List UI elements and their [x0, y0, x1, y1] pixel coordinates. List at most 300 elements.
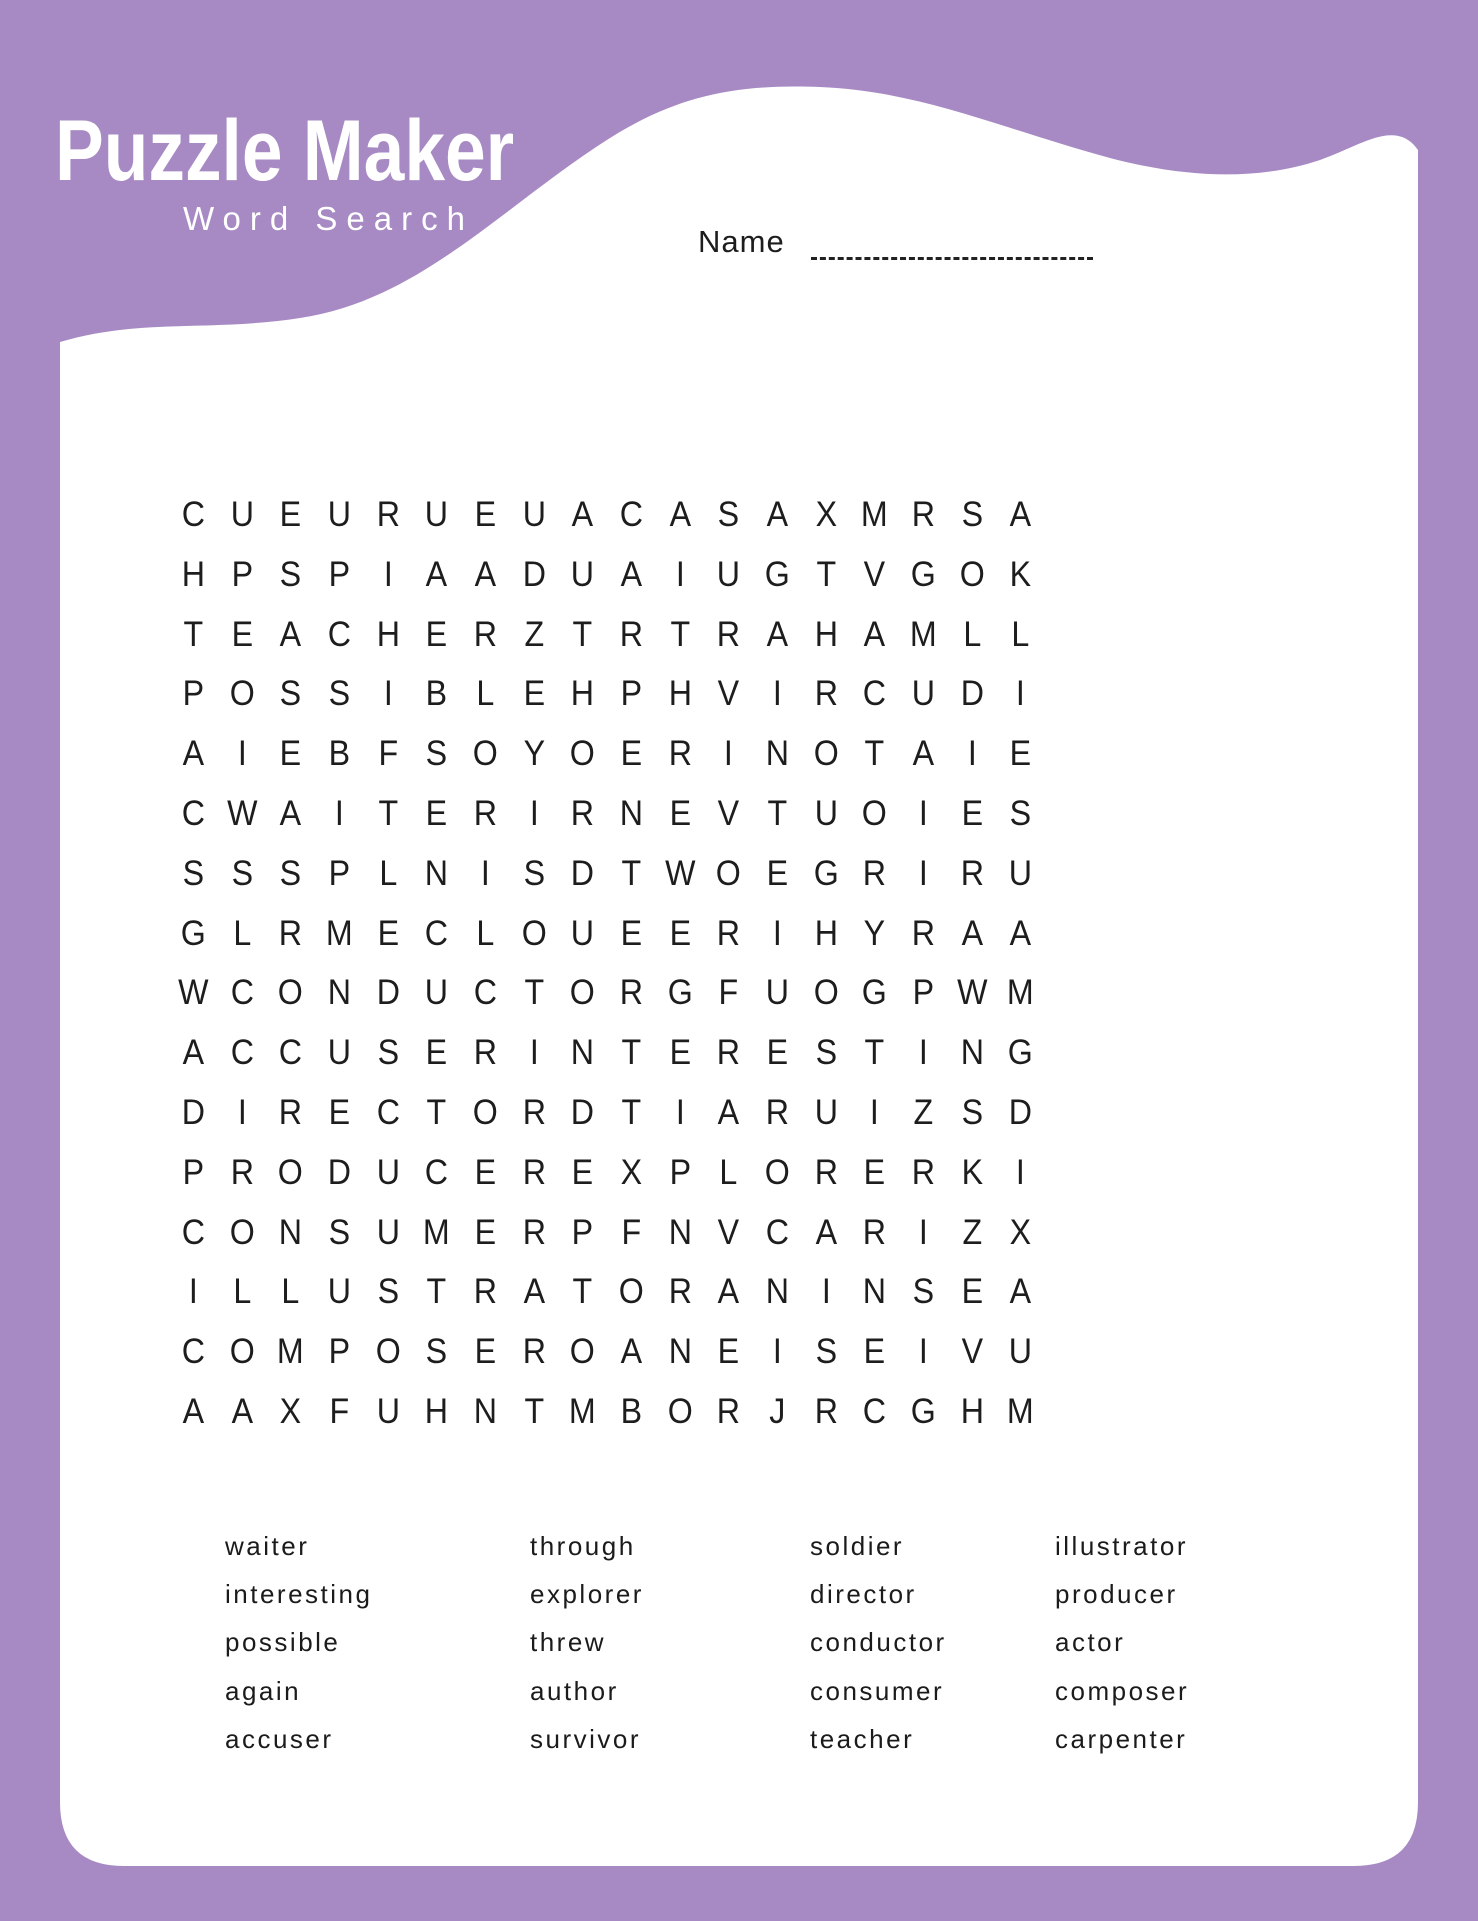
grid-letter-r10c15[interactable]: T: [864, 1033, 885, 1073]
grid-letter-r10c18[interactable]: G: [1008, 1033, 1034, 1073]
grid-letter-r6c14[interactable]: U: [814, 793, 838, 833]
grid-letter-r10c3[interactable]: C: [279, 1033, 303, 1073]
grid-letter-r15c13[interactable]: I: [772, 1332, 782, 1372]
grid-letter-r5c1[interactable]: A: [182, 734, 205, 774]
grid-letter-r14c15[interactable]: N: [863, 1272, 887, 1312]
grid-letter-r15c5[interactable]: O: [375, 1332, 401, 1372]
grid-letter-r12c14[interactable]: R: [814, 1152, 838, 1192]
grid-letter-r8c12[interactable]: R: [717, 913, 741, 953]
word-list-item: survivor: [530, 1724, 642, 1755]
grid-letter-r11c17[interactable]: S: [961, 1093, 983, 1133]
grid-letter-r11c18[interactable]: D: [1009, 1093, 1033, 1133]
grid-letter-r4c1[interactable]: P: [182, 674, 205, 714]
grid-letter-r7c16[interactable]: I: [918, 853, 928, 893]
grid-letter-r11c14[interactable]: U: [814, 1093, 838, 1133]
grid-letter-r16c17[interactable]: H: [960, 1392, 984, 1432]
grid-letter-r12c10[interactable]: X: [620, 1152, 643, 1192]
grid-letter-r6c18[interactable]: S: [1009, 793, 1032, 833]
grid-letter-r15c10[interactable]: A: [620, 1332, 643, 1372]
grid-letter-r13c11[interactable]: N: [668, 1212, 692, 1252]
grid-letter-r6c7[interactable]: R: [473, 793, 497, 833]
grid-letter-r7c1[interactable]: S: [182, 853, 205, 893]
grid-letter-r9c14[interactable]: O: [813, 973, 839, 1013]
grid-letter-r8c7[interactable]: L: [476, 913, 495, 953]
grid-letter-r13c7[interactable]: E: [474, 1212, 497, 1252]
grid-letter-r5c15[interactable]: T: [864, 734, 885, 774]
grid-letter-r12c17[interactable]: K: [961, 1152, 983, 1192]
grid-letter-r16c13[interactable]: J: [769, 1392, 786, 1432]
grid-letter-r10c6[interactable]: E: [425, 1033, 448, 1073]
grid-letter-r1c4[interactable]: U: [327, 494, 351, 534]
grid-letter-r11c9[interactable]: D: [571, 1093, 595, 1133]
grid-letter-r10c4[interactable]: U: [327, 1033, 351, 1073]
grid-letter-r6c16[interactable]: I: [918, 793, 928, 833]
grid-letter-r8c8[interactable]: O: [521, 913, 547, 953]
grid-letter-r15c1[interactable]: C: [181, 1332, 205, 1372]
grid-letter-r11c8[interactable]: R: [522, 1093, 546, 1133]
grid-letter-r7c4[interactable]: P: [328, 853, 351, 893]
grid-letter-r10c14[interactable]: S: [815, 1033, 837, 1073]
grid-letter-r14c3[interactable]: L: [281, 1272, 300, 1312]
grid-letter-r9c8[interactable]: T: [524, 973, 544, 1013]
grid-letter-r5c12[interactable]: I: [724, 734, 734, 774]
grid-letter-r8c3[interactable]: R: [279, 913, 303, 953]
grid-letter-r8c14[interactable]: H: [814, 913, 838, 953]
grid-letter-r4c17[interactable]: D: [960, 674, 984, 714]
grid-letter-r16c10[interactable]: B: [620, 1392, 643, 1432]
grid-letter-r2c14[interactable]: T: [816, 554, 836, 594]
grid-letter-r3c12[interactable]: R: [717, 614, 741, 654]
grid-letter-r8c4[interactable]: M: [325, 913, 353, 953]
grid-letter-r5c9[interactable]: O: [570, 734, 596, 774]
grid-letter-r15c18[interactable]: U: [1009, 1332, 1033, 1372]
grid-letter-r4c10[interactable]: P: [620, 674, 643, 714]
grid-letter-r10c17[interactable]: N: [960, 1033, 984, 1073]
grid-letter-r1c2[interactable]: U: [230, 494, 254, 534]
grid-letter-r3c4[interactable]: C: [327, 614, 351, 654]
word-column-3: [810, 1522, 947, 1764]
grid-letter-r9c7[interactable]: C: [473, 973, 497, 1013]
grid-letter-r5c3[interactable]: E: [279, 734, 302, 774]
grid-letter-r2c10[interactable]: A: [620, 554, 643, 594]
grid-letter-r1c3[interactable]: E: [279, 494, 302, 534]
grid-letter-r2c7[interactable]: A: [474, 554, 497, 594]
grid-letter-r2c9[interactable]: U: [571, 554, 595, 594]
grid-letter-r11c3[interactable]: R: [279, 1093, 303, 1133]
grid-letter-r2c1[interactable]: H: [181, 554, 205, 594]
grid-letter-r7c8[interactable]: S: [523, 853, 545, 893]
grid-letter-r15c7[interactable]: E: [474, 1332, 497, 1372]
grid-letter-r5c18[interactable]: E: [1009, 734, 1032, 774]
grid-letter-r16c7[interactable]: N: [473, 1392, 497, 1432]
grid-letter-r2c16[interactable]: G: [910, 554, 936, 594]
grid-letter-r4c7[interactable]: L: [476, 674, 495, 714]
grid-letter-r2c17[interactable]: O: [959, 554, 985, 594]
grid-letter-r11c5[interactable]: C: [376, 1093, 400, 1133]
grid-letter-r13c12[interactable]: V: [717, 1212, 740, 1252]
grid-letter-r11c11[interactable]: I: [675, 1093, 685, 1133]
grid-letter-r6c2[interactable]: W: [226, 793, 258, 833]
grid-letter-r16c4[interactable]: F: [329, 1392, 350, 1432]
grid-letter-r6c15[interactable]: O: [862, 793, 888, 833]
grid-letter-r12c12[interactable]: L: [719, 1152, 738, 1192]
grid-letter-r9c12[interactable]: F: [718, 973, 739, 1013]
grid-letter-r9c17[interactable]: W: [956, 973, 988, 1013]
grid-letter-r13c6[interactable]: M: [423, 1212, 451, 1252]
grid-letter-r16c5[interactable]: U: [376, 1392, 400, 1432]
grid-letter-r13c17[interactable]: Z: [962, 1212, 982, 1252]
grid-letter-r11c7[interactable]: O: [472, 1093, 498, 1133]
grid-letter-r1c8[interactable]: U: [522, 494, 546, 534]
grid-letter-r5c17[interactable]: I: [967, 734, 977, 774]
grid-letter-r1c14[interactable]: X: [815, 494, 837, 534]
grid-letter-r6c1[interactable]: C: [181, 793, 205, 833]
grid-letter-r15c4[interactable]: P: [328, 1332, 351, 1372]
grid-letter-r14c18[interactable]: A: [1009, 1272, 1032, 1312]
grid-letter-r7c18[interactable]: U: [1009, 853, 1033, 893]
grid-letter-r2c13[interactable]: G: [764, 554, 790, 594]
grid-letter-r12c16[interactable]: R: [911, 1152, 935, 1192]
grid-letter-r10c12[interactable]: R: [717, 1033, 741, 1073]
grid-letter-r14c6[interactable]: T: [426, 1272, 447, 1312]
grid-letter-r13c16[interactable]: I: [918, 1212, 928, 1252]
grid-letter-r5c11[interactable]: R: [668, 734, 692, 774]
grid-letter-r6c3[interactable]: A: [279, 793, 302, 833]
grid-letter-r16c9[interactable]: M: [569, 1392, 597, 1432]
grid-letter-r4c8[interactable]: E: [523, 674, 545, 714]
grid-letter-r11c1[interactable]: D: [181, 1093, 205, 1133]
grid-letter-r4c18[interactable]: I: [1016, 674, 1026, 714]
grid-letter-r15c2[interactable]: O: [229, 1332, 255, 1372]
grid-letter-r14c7[interactable]: R: [473, 1272, 497, 1312]
grid-letter-r13c18[interactable]: X: [1009, 1212, 1032, 1252]
grid-letter-r3c9[interactable]: T: [572, 614, 593, 654]
grid-letter-r8c10[interactable]: E: [620, 913, 643, 953]
word-list-item: accuser: [225, 1724, 334, 1755]
grid-letter-r15c3[interactable]: M: [277, 1332, 305, 1372]
grid-letter-r6c13[interactable]: T: [767, 793, 788, 833]
grid-letter-r8c18[interactable]: A: [1009, 913, 1032, 953]
grid-letter-r16c2[interactable]: A: [231, 1392, 253, 1432]
grid-letter-r7c13[interactable]: E: [766, 853, 789, 893]
grid-letter-r4c16[interactable]: U: [911, 674, 935, 714]
grid-letter-r13c10[interactable]: F: [621, 1212, 642, 1252]
grid-letter-r2c2[interactable]: P: [231, 554, 253, 594]
grid-letter-r11c10[interactable]: T: [621, 1093, 642, 1133]
grid-letter-r1c12[interactable]: S: [717, 494, 740, 534]
grid-letter-r9c4[interactable]: N: [327, 973, 351, 1013]
grid-letter-r14c14[interactable]: I: [821, 1272, 831, 1312]
grid-letter-r1c16[interactable]: R: [911, 494, 935, 534]
grid-letter-r3c16[interactable]: M: [909, 614, 937, 654]
grid-letter-r9c15[interactable]: G: [862, 973, 888, 1013]
grid-letter-r3c3[interactable]: A: [279, 614, 302, 654]
grid-letter-r12c11[interactable]: P: [669, 1152, 691, 1192]
grid-letter-r13c1[interactable]: C: [181, 1212, 205, 1252]
grid-letter-r11c16[interactable]: Z: [913, 1093, 934, 1133]
grid-letter-r12c1[interactable]: P: [182, 1152, 205, 1192]
grid-letter-r5c5[interactable]: F: [378, 734, 398, 774]
grid-letter-r7c17[interactable]: R: [960, 853, 984, 893]
grid-letter-r8c2[interactable]: L: [233, 913, 251, 953]
grid-letter-r13c5[interactable]: U: [376, 1212, 400, 1252]
grid-letter-r3c5[interactable]: H: [376, 614, 400, 654]
grid-letter-r8c11[interactable]: E: [669, 913, 691, 953]
grid-letter-r11c4[interactable]: E: [328, 1093, 351, 1133]
grid-letter-r13c14[interactable]: A: [815, 1212, 837, 1252]
grid-letter-r1c17[interactable]: S: [961, 494, 983, 534]
grid-letter-r11c13[interactable]: R: [765, 1093, 789, 1133]
grid-letter-r8c6[interactable]: C: [425, 913, 449, 953]
grid-letter-r4c9[interactable]: H: [571, 674, 595, 714]
grid-letter-r10c1[interactable]: A: [182, 1033, 205, 1073]
grid-letter-r15c9[interactable]: O: [570, 1332, 596, 1372]
grid-letter-r3c18[interactable]: L: [1011, 614, 1030, 654]
grid-letter-r15c11[interactable]: N: [668, 1332, 692, 1372]
grid-letter-r14c11[interactable]: R: [668, 1272, 692, 1312]
word-list-item: consumer: [810, 1675, 945, 1706]
grid-letter-r9c10[interactable]: R: [619, 973, 643, 1013]
grid-letter-r10c8[interactable]: I: [529, 1033, 539, 1073]
grid-letter-r16c14[interactable]: R: [814, 1392, 838, 1432]
grid-letter-r12c13[interactable]: O: [764, 1152, 790, 1192]
grid-letter-r1c18[interactable]: A: [1009, 494, 1032, 534]
grid-letter-r3c7[interactable]: R: [473, 614, 497, 654]
grid-letter-r10c2[interactable]: C: [230, 1033, 254, 1073]
grid-letter-r7c5[interactable]: L: [379, 853, 397, 893]
grid-letter-r4c2[interactable]: O: [229, 674, 255, 714]
grid-letter-r6c12[interactable]: V: [717, 793, 740, 833]
grid-letter-r10c16[interactable]: I: [918, 1033, 928, 1073]
grid-letter-r3c15[interactable]: A: [863, 614, 886, 654]
word-column-2: [530, 1522, 644, 1764]
grid-letter-r7c15[interactable]: R: [863, 853, 887, 893]
grid-letter-r2c4[interactable]: P: [328, 554, 351, 594]
grid-letter-r3c6[interactable]: E: [425, 614, 448, 654]
grid-letter-r14c16[interactable]: S: [912, 1272, 935, 1312]
grid-letter-r6c10[interactable]: N: [619, 793, 643, 833]
grid-letter-r1c1[interactable]: C: [181, 494, 205, 534]
grid-letter-r13c2[interactable]: O: [229, 1212, 255, 1252]
grid-letter-r3c8[interactable]: Z: [524, 614, 544, 654]
grid-letter-r7c3[interactable]: S: [279, 853, 302, 893]
grid-letter-r9c2[interactable]: C: [230, 973, 254, 1013]
grid-letter-r6c8[interactable]: I: [529, 793, 539, 833]
grid-letter-r9c11[interactable]: G: [667, 973, 693, 1013]
grid-letter-r4c6[interactable]: B: [425, 674, 448, 714]
grid-letter-r9c3[interactable]: O: [278, 973, 304, 1013]
grid-letter-r8c17[interactable]: A: [961, 913, 983, 953]
grid-letter-r13c13[interactable]: C: [765, 1212, 789, 1252]
grid-letter-r9c1[interactable]: W: [178, 973, 209, 1013]
grid-letter-r4c14[interactable]: R: [814, 674, 838, 714]
grid-letter-r2c12[interactable]: U: [717, 554, 741, 594]
grid-letter-r13c4[interactable]: S: [328, 1212, 351, 1252]
grid-letter-r13c15[interactable]: R: [863, 1212, 887, 1252]
grid-letter-r1c7[interactable]: E: [474, 494, 497, 534]
grid-letter-r9c9[interactable]: O: [570, 973, 596, 1013]
grid-letter-r8c5[interactable]: E: [377, 913, 399, 953]
grid-letter-r8c16[interactable]: R: [911, 913, 935, 953]
grid-letter-r11c15[interactable]: I: [870, 1093, 880, 1133]
grid-letter-r2c18[interactable]: K: [1009, 554, 1032, 594]
grid-letter-r16c11[interactable]: O: [667, 1392, 693, 1432]
grid-letter-r13c9[interactable]: P: [571, 1212, 594, 1252]
grid-letter-r16c15[interactable]: C: [863, 1392, 887, 1432]
grid-letter-r15c15[interactable]: E: [863, 1332, 886, 1372]
grid-letter-r12c18[interactable]: I: [1016, 1152, 1026, 1192]
grid-letter-r2c6[interactable]: A: [425, 554, 448, 594]
grid-letter-r7c14[interactable]: G: [813, 853, 839, 893]
grid-letter-r3c13[interactable]: A: [766, 614, 789, 654]
grid-letter-r4c3[interactable]: S: [279, 674, 302, 714]
grid-letter-r1c10[interactable]: C: [619, 494, 643, 534]
grid-letter-r16c18[interactable]: M: [1007, 1392, 1035, 1432]
grid-letter-r4c15[interactable]: C: [863, 674, 887, 714]
grid-letter-r4c4[interactable]: S: [328, 674, 351, 714]
grid-letter-r1c13[interactable]: A: [766, 494, 789, 534]
grid-letter-r10c10[interactable]: T: [621, 1033, 642, 1073]
grid-letter-r2c11[interactable]: I: [675, 554, 685, 594]
grid-letter-r4c13[interactable]: I: [772, 674, 782, 714]
grid-letter-r7c10[interactable]: T: [621, 853, 642, 893]
grid-letter-r1c9[interactable]: A: [571, 494, 594, 534]
grid-letter-r3c11[interactable]: T: [670, 614, 690, 654]
grid-letter-r9c13[interactable]: U: [765, 973, 789, 1013]
grid-letter-r11c12[interactable]: A: [717, 1093, 740, 1133]
grid-letter-r3c17[interactable]: L: [963, 614, 981, 654]
grid-letter-r13c3[interactable]: N: [279, 1212, 303, 1252]
grid-letter-r6c5[interactable]: T: [378, 793, 398, 833]
grid-letter-r1c5[interactable]: R: [376, 494, 400, 534]
grid-letter-r14c4[interactable]: U: [327, 1272, 351, 1312]
grid-letter-r5c8[interactable]: Y: [523, 734, 545, 774]
grid-letter-r2c15[interactable]: V: [863, 554, 886, 594]
grid-letter-r3c14[interactable]: H: [814, 614, 838, 654]
grid-letter-r13c8[interactable]: R: [522, 1212, 546, 1252]
grid-letter-r12c4[interactable]: D: [327, 1152, 351, 1192]
grid-letter-r16c6[interactable]: H: [425, 1392, 449, 1432]
grid-letter-r6c4[interactable]: I: [334, 793, 344, 833]
grid-letter-r3c1[interactable]: T: [183, 614, 204, 654]
grid-letter-r14c10[interactable]: O: [618, 1272, 644, 1312]
word-list-item: actor: [1055, 1627, 1126, 1658]
grid-letter-r16c12[interactable]: R: [717, 1392, 741, 1432]
grid-letter-r9c6[interactable]: U: [425, 973, 449, 1013]
grid-letter-r2c8[interactable]: D: [522, 554, 546, 594]
grid-letter-r5c7[interactable]: O: [472, 734, 498, 774]
grid-letter-r9c18[interactable]: M: [1007, 973, 1035, 1013]
grid-letter-r5c4[interactable]: B: [328, 734, 351, 774]
grid-letter-r12c6[interactable]: C: [425, 1152, 449, 1192]
grid-letter-r10c9[interactable]: N: [571, 1033, 595, 1073]
grid-letter-r14c13[interactable]: N: [765, 1272, 789, 1312]
grid-letter-r5c10[interactable]: E: [620, 734, 643, 774]
grid-letter-r5c14[interactable]: O: [813, 734, 839, 774]
grid-letter-r7c6[interactable]: N: [425, 853, 449, 893]
grid-letter-r1c6[interactable]: U: [425, 494, 449, 534]
grid-letter-r14c12[interactable]: A: [717, 1272, 740, 1312]
grid-letter-r15c14[interactable]: S: [815, 1332, 837, 1372]
grid-letter-r14c1[interactable]: I: [188, 1272, 198, 1312]
grid-letter-r15c17[interactable]: V: [961, 1332, 983, 1372]
grid-letter-r2c3[interactable]: S: [279, 554, 302, 594]
grid-letter-r14c8[interactable]: A: [523, 1272, 545, 1312]
grid-letter-r8c1[interactable]: G: [180, 913, 206, 953]
grid-letter-r6c9[interactable]: R: [571, 793, 595, 833]
grid-letter-r8c9[interactable]: U: [571, 913, 595, 953]
grid-letter-r4c5[interactable]: I: [383, 674, 393, 714]
grid-letter-r14c17[interactable]: E: [961, 1272, 983, 1312]
grid-letter-r15c16[interactable]: I: [918, 1332, 928, 1372]
grid-letter-r12c5[interactable]: U: [376, 1152, 400, 1192]
grid-letter-r3c10[interactable]: R: [619, 614, 643, 654]
grid-letter-r8c13[interactable]: I: [772, 913, 782, 953]
grid-letter-r15c8[interactable]: R: [522, 1332, 546, 1372]
grid-letter-r12c9[interactable]: E: [571, 1152, 594, 1192]
grid-letter-r16c16[interactable]: G: [910, 1392, 936, 1432]
grid-letter-r4c12[interactable]: V: [717, 674, 740, 714]
letter-grid: [169, 485, 1045, 1442]
grid-letter-r11c6[interactable]: T: [426, 1093, 447, 1133]
grid-letter-r5c2[interactable]: I: [237, 734, 247, 774]
grid-letter-r7c7[interactable]: I: [480, 853, 490, 893]
grid-letter-r12c3[interactable]: O: [278, 1152, 304, 1192]
grid-letter-r9c16[interactable]: P: [912, 973, 935, 1013]
grid-letter-r16c3[interactable]: X: [279, 1392, 302, 1432]
grid-letter-r16c8[interactable]: T: [524, 1392, 544, 1432]
grid-letter-r10c11[interactable]: E: [669, 1033, 691, 1073]
word-list-item: director: [810, 1579, 917, 1610]
grid-letter-r8c15[interactable]: Y: [863, 913, 886, 953]
grid-letter-r6c6[interactable]: E: [425, 793, 448, 833]
grid-letter-r15c6[interactable]: S: [425, 1332, 448, 1372]
grid-letter-r11c2[interactable]: I: [237, 1093, 247, 1133]
grid-letter-r1c15[interactable]: M: [861, 494, 889, 534]
grid-letter-r3c2[interactable]: E: [231, 614, 253, 654]
grid-letter-r7c11[interactable]: W: [664, 853, 696, 893]
grid-letter-r10c7[interactable]: R: [473, 1033, 497, 1073]
grid-letter-r6c17[interactable]: E: [961, 793, 983, 833]
grid-letter-r4c11[interactable]: H: [668, 674, 692, 714]
word-list-item: possible: [225, 1627, 341, 1658]
grid-letter-r5c6[interactable]: S: [425, 734, 448, 774]
grid-letter-r5c13[interactable]: N: [765, 734, 789, 774]
grid-letter-r7c12[interactable]: O: [716, 853, 742, 893]
grid-letter-r12c8[interactable]: R: [522, 1152, 546, 1192]
grid-letter-r6c11[interactable]: E: [669, 793, 691, 833]
grid-letter-r12c7[interactable]: E: [474, 1152, 497, 1192]
grid-letter-r14c5[interactable]: S: [377, 1272, 399, 1312]
grid-letter-r10c5[interactable]: S: [377, 1033, 399, 1073]
grid-letter-r14c9[interactable]: T: [572, 1272, 593, 1312]
grid-letter-r9c5[interactable]: D: [376, 973, 400, 1013]
grid-letter-r2c5[interactable]: I: [383, 554, 393, 594]
grid-letter-r16c1[interactable]: A: [182, 1392, 205, 1432]
word-list-item: soldier: [810, 1530, 905, 1561]
grid-letter-r12c15[interactable]: E: [863, 1152, 886, 1192]
grid-letter-r7c9[interactable]: D: [571, 853, 595, 893]
grid-letter-r14c2[interactable]: L: [233, 1272, 251, 1312]
grid-letter-r10c13[interactable]: E: [766, 1033, 789, 1073]
grid-letter-r7c2[interactable]: S: [231, 853, 253, 893]
name-row: [698, 224, 1093, 260]
grid-letter-r5c16[interactable]: A: [912, 734, 935, 774]
name-field-line[interactable]: [811, 227, 1093, 260]
grid-letter-r1c11[interactable]: A: [669, 494, 691, 534]
grid-letter-r15c12[interactable]: E: [717, 1332, 740, 1372]
grid-letter-r12c2[interactable]: R: [230, 1152, 254, 1192]
